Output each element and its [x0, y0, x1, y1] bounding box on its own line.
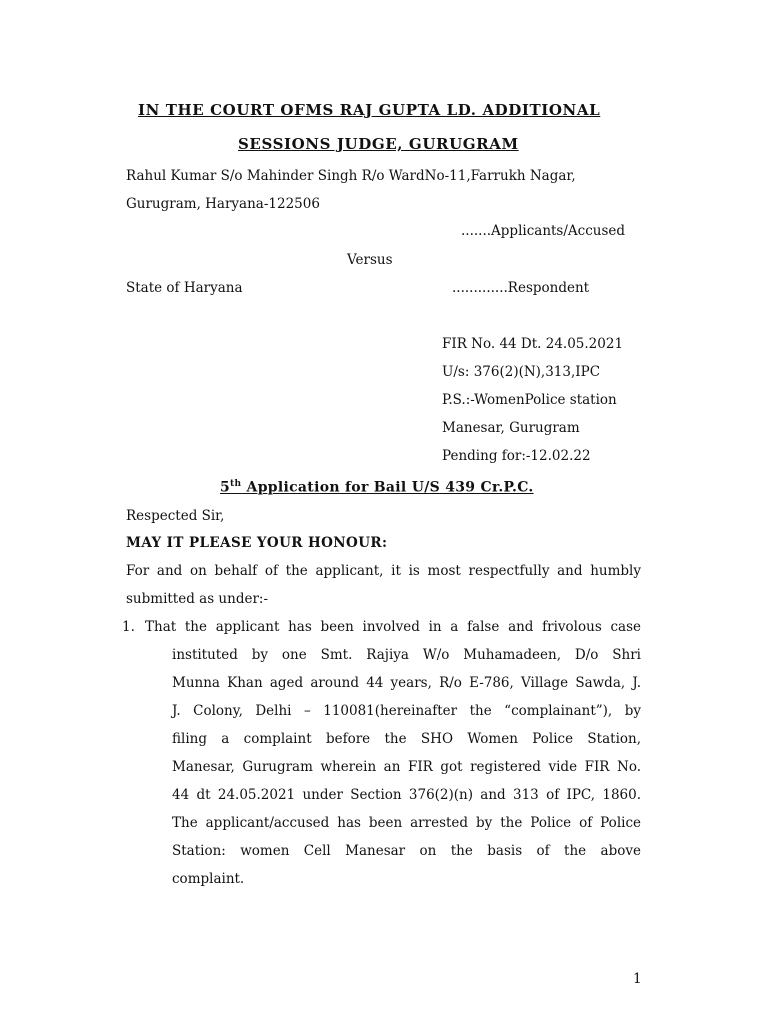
application-number-suffix: th — [230, 479, 242, 489]
respondent-name: State of Haryana — [126, 280, 243, 296]
paragraph-1-number: 1. — [122, 619, 135, 635]
pending-date: Pending for:-12.02.22 — [442, 448, 591, 464]
application-title-text: Application for Bail U/S 439 Cr.P.C. — [241, 479, 534, 496]
paragraph-1-line: filing a complaint before the SHO Women Police Station, — [172, 731, 641, 747]
police-station-line1: P.S.:-WomenPolice station — [442, 392, 617, 408]
paragraph-1-line: That the applicant has been involved in a false and frivolous case — [145, 619, 641, 635]
paragraph-1-line: Munna Khan aged around 44 years, R/o E-786, Village Sawda, J. — [172, 675, 641, 691]
intro-line2: submitted as under:- — [126, 591, 269, 607]
versus-label: Versus — [347, 252, 393, 268]
paragraph-1-line: J. Colony, Delhi – 110081(hereinafter the “complainant”), by — [172, 703, 641, 719]
sections-applied: U/s: 376(2)(N),313,IPC — [442, 364, 601, 380]
paragraph-1-line: instituted by one Smt. Rajiya W/o Muhamadeen, D/o Shri — [172, 647, 641, 663]
fir-number: FIR No. 44 Dt. 24.05.2021 — [442, 336, 624, 352]
applicant-line2: Gurugram, Haryana-122506 — [126, 196, 320, 212]
paragraph-1-line: Station: women Cell Manesar on the basis of the above — [172, 843, 641, 859]
paragraph-1-line: complaint. — [172, 871, 245, 887]
application-title — [220, 475, 534, 497]
applicant-role: .......Applicants/Accused — [461, 223, 626, 239]
page-number: 1 — [633, 971, 642, 987]
police-station-line2: Manesar, Gurugram — [442, 420, 580, 436]
salutation: Respected Sir, — [126, 508, 225, 524]
application-number: 5 — [220, 479, 231, 496]
respondent-role: .............Respondent — [452, 280, 590, 296]
paragraph-1-line: The applicant/accused has been arrested by the Police of Police — [172, 815, 641, 831]
applicant-line1: Rahul Kumar S/o Mahinder Singh R/o WardNo-11,Farrukh Nagar, — [126, 168, 576, 184]
paragraph-1-line: 44 dt 24.05.2021 under Section 376(2)(n) and 313 of IPC, 1860. — [172, 787, 641, 803]
honour-address: MAY IT PLEASE YOUR HONOUR: — [126, 535, 388, 551]
paragraph-1-line: Manesar, Gurugram wherein an FIR got registered vide FIR No. — [172, 759, 641, 775]
intro-line1: For and on behalf of the applicant, it is most respectfully and humbly — [126, 563, 641, 579]
court-heading-line1: IN THE COURT OFMS RAJ GUPTA LD. ADDITIONAL — [138, 101, 601, 119]
court-heading-line2: SESSIONS JUDGE, GURUGRAM — [238, 135, 519, 153]
